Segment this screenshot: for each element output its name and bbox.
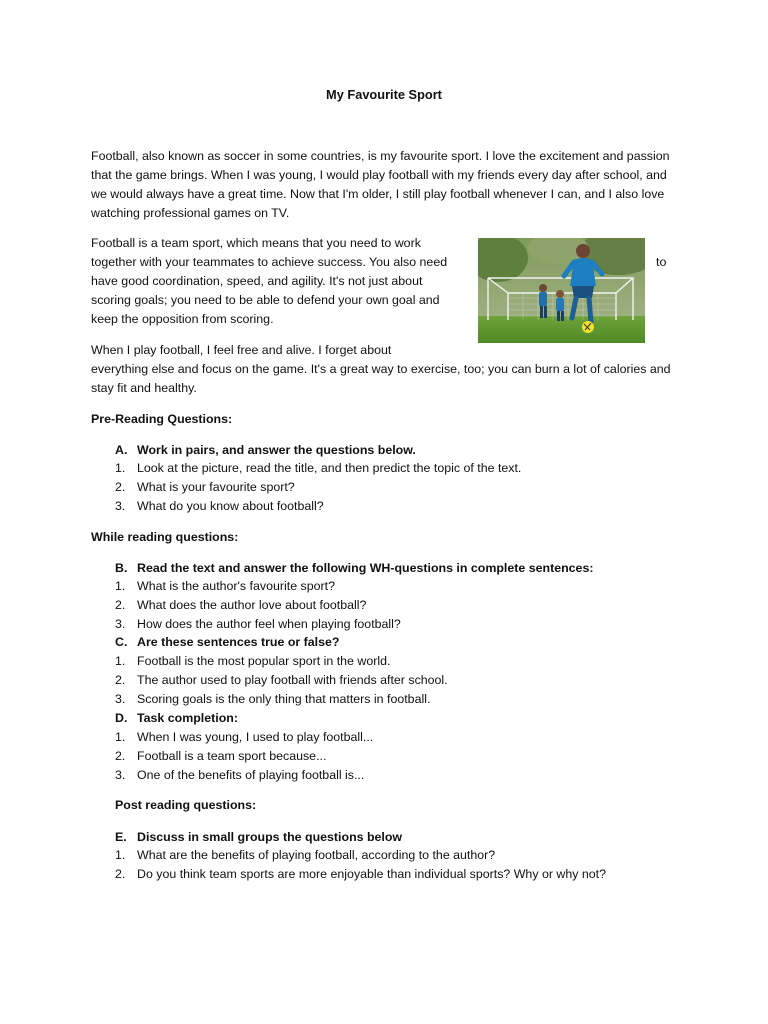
list-item	[115, 865, 606, 884]
section-d-text: Task completion:	[137, 711, 238, 725]
list-item	[115, 747, 326, 766]
pre-reading-heading: Pre-Reading Questions:	[91, 412, 233, 426]
item-text: What is the author's favourite sport?	[137, 579, 335, 593]
section-b-letter: B.	[115, 561, 128, 575]
post-reading-heading: Post reading questions:	[115, 798, 257, 812]
list-item	[115, 766, 364, 785]
football-photo	[478, 238, 645, 343]
item-number: 1.	[115, 461, 126, 475]
section-a-text: Work in pairs, and answer the questions below.	[137, 443, 416, 457]
list-item	[115, 459, 521, 478]
item-number: 2.	[115, 673, 126, 687]
list-item	[115, 652, 390, 671]
paragraph-2: Football is a team sport, which means that you need to work together with your teammates to achieve success. You also need have good coordination, speed, and agility. It's not just about scoring goals; you need to be able to defend your own goal and keep the opposition from scoring.	[91, 236, 448, 326]
item-text: What are the benefits of playing football, according to the author?	[137, 848, 496, 862]
item-text: Look at the picture, read the title, and then predict the topic of the text.	[137, 461, 522, 475]
item-text: Do you think team sports are more enjoyable than individual sports? Why or why not?	[137, 867, 607, 881]
list-item	[115, 497, 324, 516]
paragraph-3-line-1: When I play football, I feel free and alive. I forget about	[91, 343, 392, 357]
section-e-text: Discuss in small groups the questions below	[137, 830, 403, 844]
list-item	[115, 728, 373, 747]
list-item	[115, 478, 295, 497]
paragraph-3-rest: everything else and focus on the game. It's a great way to exercise, too; you can burn a lot of calories and stay fit and healthy.	[91, 362, 671, 395]
while-reading-heading: While reading questions:	[91, 530, 239, 544]
item-number: 1.	[115, 654, 126, 668]
item-number: 3.	[115, 692, 126, 706]
item-number: 1.	[115, 848, 126, 862]
item-number: 1.	[115, 579, 126, 593]
section-c-letter: C.	[115, 635, 128, 649]
paragraph-1: Football, also known as soccer in some countries, is my favourite sport. I love the excitement and passion that the game brings. When I was young, I would play football with my friends every day after school, and we would always have a great time. Now that I'm older, I still play football whenever I can, and I also love watching professional games on TV.	[91, 149, 670, 220]
item-number: 2.	[115, 480, 126, 494]
list-item	[115, 596, 366, 615]
item-text: How does the author feel when playing football?	[137, 617, 401, 631]
item-text: Football is a team sport because...	[137, 749, 327, 763]
item-text: What do you know about football?	[137, 499, 324, 513]
list-item	[115, 690, 430, 709]
item-text: When I was young, I used to play football...	[137, 730, 374, 744]
item-number: 2.	[115, 749, 126, 763]
item-number: 3.	[115, 499, 126, 513]
section-e-title	[115, 828, 402, 847]
section-c-title	[115, 633, 339, 652]
paragraph-2-continuation: to	[656, 255, 667, 269]
section-d-letter: D.	[115, 711, 128, 725]
list-item	[115, 615, 401, 634]
item-number: 2.	[115, 867, 126, 881]
item-text: One of the benefits of playing football is...	[137, 768, 365, 782]
list-item	[115, 577, 335, 596]
section-a-letter: A.	[115, 443, 128, 457]
item-text: Scoring goals is the only thing that matters in football.	[137, 692, 431, 706]
paragraph-3	[91, 341, 681, 398]
section-b-text: Read the text and answer the following WH-questions in complete sentences:	[137, 561, 594, 575]
item-number: 1.	[115, 730, 126, 744]
item-text: What does the author love about football?	[137, 598, 367, 612]
item-number: 3.	[115, 768, 126, 782]
page-title: My Favourite Sport	[326, 87, 442, 102]
section-d-title	[115, 709, 238, 728]
list-item	[115, 671, 448, 690]
item-number: 3.	[115, 617, 126, 631]
section-a-title	[115, 441, 416, 460]
section-b-title	[115, 559, 593, 578]
section-e-letter: E.	[115, 830, 127, 844]
list-item	[115, 846, 495, 865]
item-text: The author used to play football with friends after school.	[137, 673, 448, 687]
item-text: Football is the most popular sport in the world.	[137, 654, 391, 668]
section-c-text: Are these sentences true or false?	[137, 635, 340, 649]
item-number: 2.	[115, 598, 126, 612]
item-text: What is your favourite sport?	[137, 480, 295, 494]
